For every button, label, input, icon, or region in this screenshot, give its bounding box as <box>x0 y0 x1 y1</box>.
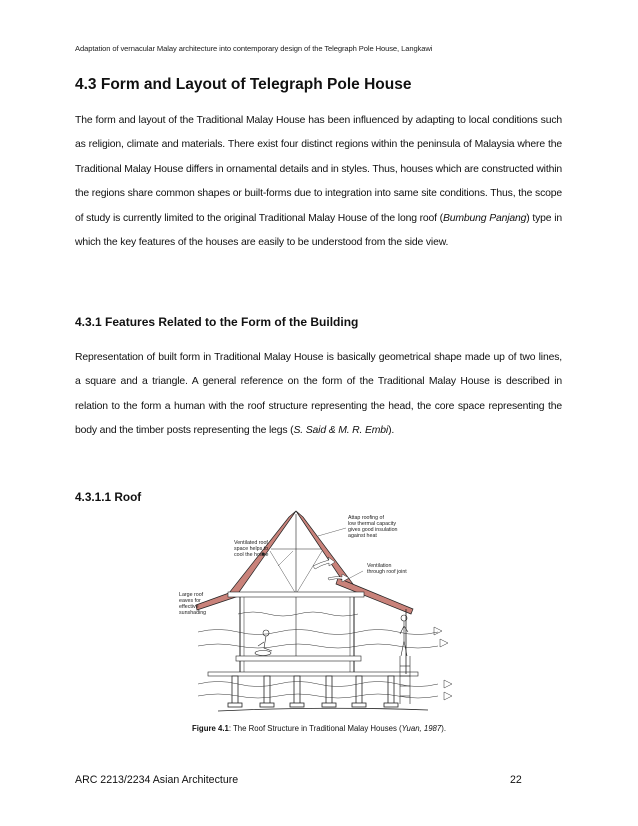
caption-end: ). <box>441 724 446 733</box>
tie-beam <box>228 592 364 597</box>
annotation-attap-line-4: against heat <box>348 533 377 539</box>
annotation-vent-joint-line-2: through roof joint <box>367 569 407 575</box>
annotation-attap-line-2: low thermal capacity <box>348 521 396 527</box>
footer-course: ARC 2213/2234 Asian Architecture <box>75 774 239 786</box>
annotation-eaves-line-4: sunshading <box>179 610 207 616</box>
roof-structure-drawing <box>178 506 460 716</box>
annotation-attap-line-3: gives good insulation <box>348 527 398 533</box>
annotation-vent-joint-line-1: Ventilation <box>367 563 392 569</box>
annotation-attap-line-1: Attap roofing of <box>348 515 384 521</box>
caption-citation: Yuan, 1987 <box>401 724 442 733</box>
subsection-title: 4.3.1 Features Related to the Form of the Building <box>75 315 359 329</box>
main-floor <box>236 656 361 661</box>
paragraph-text-end: ) type in which the key features of the houses are easily to be understood from the side view. <box>75 212 562 249</box>
annotation-eaves-line-1: Large roof <box>179 592 204 598</box>
strut-left <box>270 551 296 594</box>
citation: S. Said & M. R. Embi <box>293 425 389 437</box>
italic-term: Bumbung Panjang <box>443 212 527 224</box>
upper-roof-right <box>296 511 353 586</box>
figure-caption <box>0 724 638 733</box>
annotation-vent-roof-line-2: space helps to <box>234 546 269 552</box>
annotation-eaves-line-3: effective <box>179 604 199 610</box>
stilts <box>228 676 398 707</box>
paragraph-text-end: ). <box>388 425 395 437</box>
figure-label: Figure 4.1 <box>192 724 229 733</box>
ground-line <box>218 708 428 711</box>
standing-figure <box>400 615 408 656</box>
page-number: 22 <box>510 774 522 786</box>
paragraph-text: The form and layout of the Traditional Malay House has been influenced by adapting to local conditions such as religion, climate and materials. There exist four distinct regions within the peninsula of Malaysia where the Traditional Malay House differs in ornamental details and in styles. Thus, houses which are constructed within the regions share common shapes or built-forms due to integration into same site conditions. Thus, the scope of study is currently limited to the original Traditional Malay House of the long roof ( <box>75 115 562 224</box>
annotation-eaves-line-2: eaves for <box>179 598 201 604</box>
subsubsection-title: 4.3.1.1 Roof <box>75 490 142 504</box>
roof-structure-figure <box>178 506 460 716</box>
subsection-paragraph <box>75 346 562 444</box>
annotation-vent-roof-line-3: cool the house <box>234 552 269 558</box>
section-paragraph <box>75 109 562 255</box>
lower-floor <box>208 672 418 676</box>
paragraph-text: Representation of built form in Traditional Malay House is basically geometrical shape made up of two lines, a square and a triangle. A general reference on the form of the Traditional Malay House is described in relation to the form a human with the roof structure representing the head, the core space representing the body and the timber posts representing the legs ( <box>75 352 562 437</box>
annotation-vent-roof-line-1: Ventilated roof <box>234 540 268 546</box>
running-header: Adaptation of vernacular Malay architecture into contemporary design of the Telegraph Pole House, Langkawi <box>75 44 433 53</box>
caption-text: : The Roof Structure in Traditional Malay Houses ( <box>228 724 402 733</box>
strut-right <box>296 551 322 594</box>
section-title: 4.3 Form and Layout of Telegraph Pole House <box>75 76 412 93</box>
